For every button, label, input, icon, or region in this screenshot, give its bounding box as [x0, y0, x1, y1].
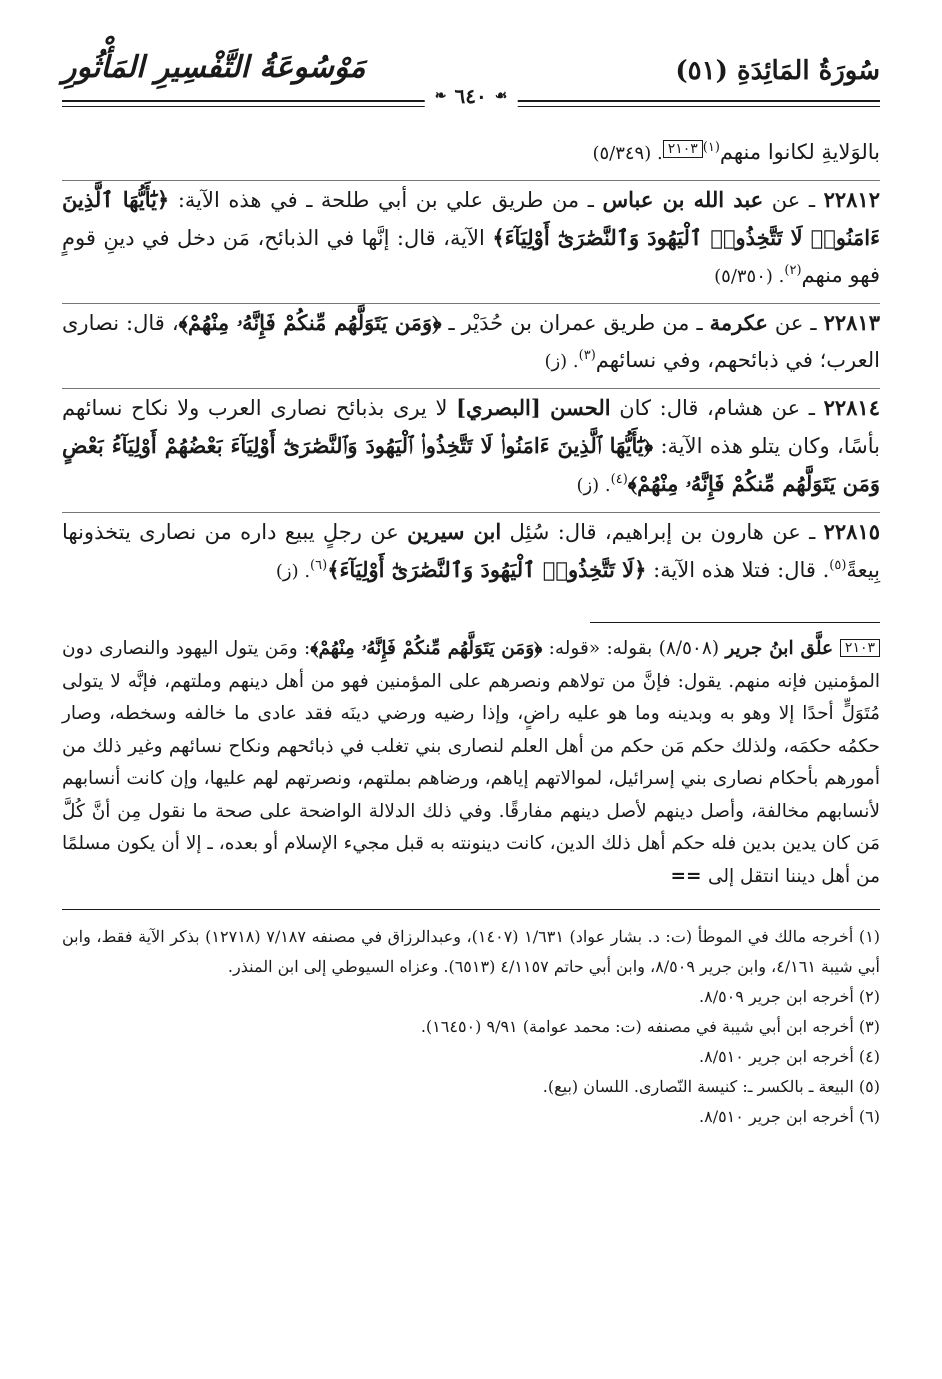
commentary-ref-box[interactable]: ٢١٠٣ [663, 140, 703, 158]
commentator-name: ابنُ جرير [725, 638, 794, 659]
narrator-name: عبد الله بن عباس [602, 187, 764, 212]
narrator-name: ابن سيرين [407, 519, 502, 544]
volume-page-ref: . (ز) [544, 351, 579, 372]
continued-marker: == [670, 865, 708, 887]
page-header [62, 48, 880, 110]
footnote-item: (١) أخرجه مالك في الموطأ (ت: د. بشار عواد) ١/٦٣١ (١٤٠٧)، وعبدالرزاق في مصنفه ٧/١٨٧ (١٢٧١٨) بذكر الآية فقط، وابن أبي شيبة ٤/١٦١، وابن جرير ٨/٥٠٩، وابن أبي حاتم ٤/١١٥٧ (٦٥١٣). وعزاه السيوطي إلى ابن المنذر. [62, 927, 881, 976]
footnote-item: (٣) أخرجه ابن أبي شيبة في مصنفه (ت: محمد عوامة) ٩/٩١ (١٦٤٥٠). [420, 1017, 880, 1036]
running-head-book-title: مَوْسُوعَةُ التَّفْسِيرِ المَأْثُورِ [62, 50, 366, 85]
footnote-marker[interactable]: (٢) [784, 263, 802, 278]
volume-page-ref: . (ز) [275, 561, 311, 582]
page-number-ornament [425, 84, 518, 108]
footnote-item: (٤) أخرجه ابن جرير ٨/٥١٠. [699, 1047, 880, 1066]
entry-number: ٢٢٨١٤ [823, 395, 880, 420]
footnote-separator [62, 909, 880, 910]
quran-quote: ﴿لَا تَتَّخِذُوا۟ ٱلْيَهُودَ وَٱلنَّصَٰرَىٰٓ أَوْلِيَآءَ﴾ [327, 557, 647, 582]
volume-page-ref: . (ز) [576, 475, 611, 496]
athar-entry: ٢٢٨١٤ ـ عن هشام، قال: كان الحسن [البصري] لا يرى بذبائح نصارى العرب ولا نكاح نسائهم بأسًا، وكان يتلو هذه الآية: ﴿يَٰٓأَيُّهَا ٱلَّذِينَ ءَامَنُوا۟ لَا تَتَّخِذُوا۟ ٱلْيَهُودَ وَٱلنَّصَٰرَىٰٓ أَوْلِيَآءَ بَعْضُهُمْ أَوْلِيَآءُ بَعْضٍ وَمَن يَتَوَلَّهُم مِّنكُمْ فَإِنَّهُۥ مِنْهُمْ﴾$^{(٤)}$. (ز) [62, 395, 880, 496]
footnote-item: (٥) البيعة ـ بالكسر ـ: كنيسة النّصارى. اللسان (بيع). [542, 1077, 880, 1096]
entry-number: ٢٢٨١٣ [823, 310, 880, 335]
athar-entry: ٢٢٨١٢ ـ عن عبد الله بن عباس ـ من طريق علي بن أبي طلحة ـ في هذه الآية: ﴿يَٰٓأَيُّهَا ٱلَّذِينَ ءَامَنُوا۟ لَا تَتَّخِذُوا۟ ٱلْيَهُودَ وَٱلنَّصَٰرَىٰٓ أَوْلِيَآءَ﴾ الآية، قال: إنَّها في الذبائح، مَن دخل في دينِ قومٍ فهو منهم$^{(٢)}$. (٥/٣٥٠) [62, 187, 881, 287]
athar-entry: ٢٢٨١٥ ـ عن هارون بن إبراهيم، قال: سُئِل ابن سيرين عن رجلٍ يبيع داره من نصارى يتخذونها بِيعةً$^{(٥)}$. قال: فتلا هذه الآية: ﴿لَا تَتَّخِذُوا۟ ٱلْيَهُودَ وَٱلنَّصَٰرَىٰٓ أَوْلِيَآءَ﴾$^{(٦)}$. (ز) [62, 519, 881, 582]
quran-quote: ﴿يَٰٓأَيُّهَا ٱلَّذِينَ ءَامَنُوا۟ لَا تَتَّخِذُوا۟ ٱلْيَهُودَ وَٱلنَّصَٰرَىٰٓ أَوْلِيَآءَ﴾ [62, 187, 881, 250]
entry-number: ٢٢٨١٢ [823, 187, 880, 212]
page-number: ٦٤٠ [454, 84, 487, 108]
footnote-marker[interactable]: (٤) [610, 472, 628, 487]
book-page [62, 48, 880, 1132]
quran-quote: ﴿يَٰٓأَيُّهَا ٱلَّذِينَ ءَامَنُوا۟ لَا تَتَّخِذُوا۟ ٱلْيَهُودَ وَٱلنَّصَٰرَىٰٓ أَوْلِيَآءَ بَعْضُهُمْ أَوْلِيَآءُ بَعْضٍ وَمَن يَتَوَلَّهُم مِّنكُمْ فَإِنَّهُۥ مِنْهُمْ﴾ [62, 433, 880, 496]
footnotes [62, 922, 880, 1132]
volume-page-ref: . (٥/٣٤٩) [592, 143, 663, 164]
running-head-surah: سُورَةُ المَائِدَةِ (٥١) [675, 56, 880, 86]
footnote-marker[interactable]: (٦) [310, 558, 328, 573]
volume-page-ref: . (٥/٣٥٠) [714, 266, 785, 287]
ornament-icon: ☙ [494, 88, 508, 104]
footnote-marker[interactable]: (٣) [578, 348, 596, 363]
main-text [62, 134, 880, 590]
footnote-marker[interactable]: (٥) [829, 558, 847, 573]
footnote-marker[interactable]: (١) [702, 140, 720, 155]
quran-quote: ﴿وَمَن يَتَوَلَّهُم مِّنكُمْ فَإِنَّهُۥ مِنْهُمْ﴾ [310, 638, 543, 659]
footnote-item: (٦) أخرجه ابن جرير ٨/٥١٠. [699, 1107, 880, 1126]
commentary-separator [590, 622, 880, 623]
narrator-name: عكرمة [709, 310, 768, 335]
narrator-name: الحسن [البصري] [456, 395, 611, 420]
continuation-line: بالوَلايةِ لكانوا منهم$^{(١)}$٢١٠٣. (٥/٣٤٩) [592, 140, 880, 164]
athar-entry: ٢٢٨١٣ ـ عن عكرمة ـ من طريق عمران بن حُدَيْر ـ ﴿وَمَن يَتَوَلَّهُم مِّنكُمْ فَإِنَّهُۥ مِنْهُمْ﴾، قال: نصارى العرب؛ في ذبائحهم، وفي نسائهم$^{(٣)}$. (ز) [62, 310, 880, 372]
quran-quote: ﴿وَمَن يَتَوَلَّهُم مِّنكُمْ فَإِنَّهُۥ مِنْهُمْ﴾ [178, 310, 442, 335]
footnote-item: (٢) أخرجه ابن جرير ٨/٥٠٩. [699, 987, 880, 1006]
commentary-number-box: ٢١٠٣ [840, 639, 880, 657]
entry-number: ٢٢٨١٥ [823, 519, 881, 544]
commentary-block: ٢١٠٣ علَّق ابنُ جرير (٨/٥٠٨) بقوله: «قوله: ﴿وَمَن يَتَوَلَّهُم مِّنكُمْ فَإِنَّهُۥ مِنْهُمْ﴾: ومَن يتول اليهود والنصارى دون المؤمنين فإنه منهم. يقول: فإنَّ من تولاهم ونصرهم على المؤمنين فهو من أهل دينهم وملتهم، فإنَّه لا يتولى مُتَوَلٍّ أحدًا إلا وهو به وبدينه وما هو عليه راضٍ، وإذا رضيه ورضي دينَه فقد عادى ما خالفه وسخطه، وصار حكمُه حكمَه، ولذلك حكم مَن حكم من أهل العلم لنصارى بني تغلب في ذبائحهم ونكاح نسائهم وغير ذلك من أمورهم بأحكام نصارى بني إسرائيل، لموالاتهم إياهم، ورضاهم بملتهم، ونصرتهم لهم عليها، وإن كانت أنسابهم لأنسابهم مخالفة، وأصل دينهم لأصل دينهم مفارقًا. وفي ذلك الدلالة الواضحة على صحة ما نقول مِن أنَّ كُلَّ مَن كان يدين بدين فله حكم أهل ذلك الدين، كانت دينونته به قبل مجيء الإسلام أو بعده، ـ إلا أن يكون مسلمًا من أهل ديننا انتقل إلى == [62, 638, 880, 887]
ornament-icon: ❧ [434, 88, 447, 104]
